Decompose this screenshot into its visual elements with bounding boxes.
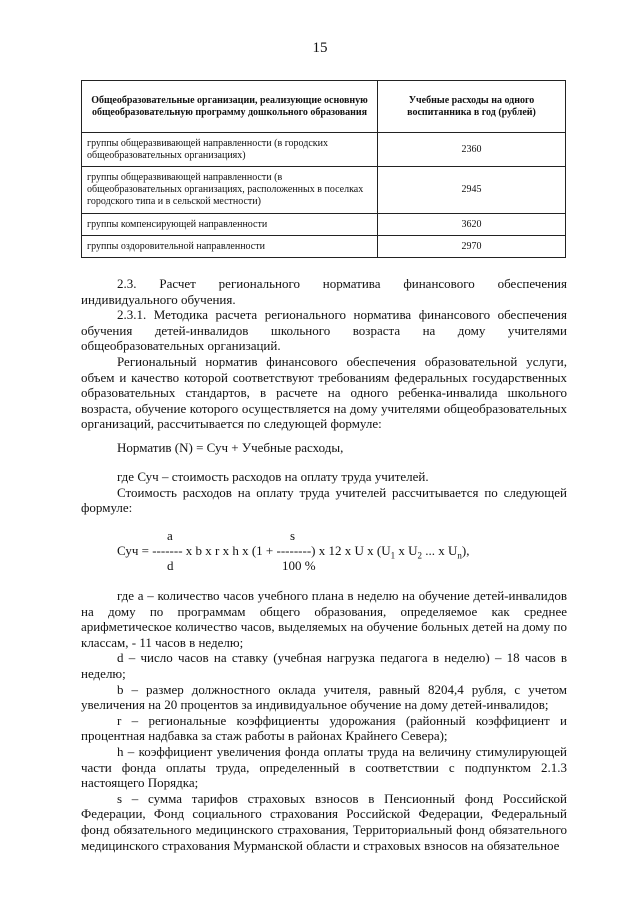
formula-end: ), — [461, 543, 470, 558]
formula-denominator-percent: 100 % — [282, 558, 316, 573]
formula-numerator-a: a — [167, 528, 173, 543]
formula-mid-1: х U — [395, 543, 418, 558]
cost-intro: Стоимость расходов на оплату труда учителей рассчитывается по следующей формуле: — [81, 484, 567, 516]
formula-sub-2: 2 — [417, 550, 422, 561]
formula-denominator-d: d — [167, 558, 174, 573]
definition-a: где a – количество часов учебного плана в неделю на обучение детей-инвалидов на дому по программам общего образования, определяемое как среднее арифметическое количество часов, выделяемых на обучение больных детей на дому по классам, - 11 часов в неделю; — [81, 588, 567, 650]
table-cell-label: группы общеразвивающей направленности (в общеобразовательных организациях, расположенных в поселках городского типа и в сельской местности) — [82, 167, 378, 214]
table-row — [82, 236, 566, 258]
page-number: 15 — [312, 40, 328, 56]
formula-sub-n: n — [457, 550, 462, 561]
table-cell-value: 2970 — [378, 236, 566, 258]
formula-norm: Норматив (N) = Суч + Учебные расходы, — [117, 440, 344, 455]
table-cell-value: 2945 — [378, 167, 566, 214]
section-text-top — [81, 276, 567, 432]
formula-numerator-s: s — [290, 528, 296, 543]
formula-main-left: Суч = ------- х b х r х h х (1 + --------) х 12 х U х (U — [117, 543, 391, 558]
definition-h: h – коэффициент увеличения фонда оплаты труда на величину стимулирующей части фонда оплаты труда, определенный в соответствии с подпунктом 2.1.3 настоящего Порядка; — [81, 743, 567, 791]
paragraph-regional-norm: Региональный норматив финансового обеспечения образовательной услуги, объем и качество которой соответствуют требованиям федеральных государственных образовательных стандартов, в расчете на одного ребенка-инвалида школьного возраста, обучение которого осуществляется на дому учителями общеобразовательных организаций, рассчитывается по следующей формуле: — [81, 353, 567, 432]
formula-main-line — [117, 543, 469, 559]
expenses-table — [81, 80, 566, 258]
definition-s: s – сумма тарифов страховых взносов в Пенсионный фонд Российской Федерации, Фонд социального страхования Российской Федерации, Федеральный фонд обязательного медицинского страхования, Территориальный фонд обязательного медицинского страхования Мурманской области и страховых взносов на обязательное — [81, 790, 567, 853]
table-row — [82, 133, 566, 167]
table-header-expenses: Учебные расходы на одного воспитанника в год (рублей) — [378, 81, 566, 133]
definition-r: r – региональные коэффициенты удорожания (районный коэффициент и процентная надбавка за стаж работы в районах Крайнего Севера); — [81, 712, 567, 744]
table-row — [82, 214, 566, 236]
table-row — [82, 167, 566, 214]
definitions — [81, 588, 567, 853]
cost-text — [81, 469, 567, 516]
table-cell-label: группы компенсирующей направленности — [82, 214, 378, 236]
formula-mid-2: ... х U — [421, 543, 458, 558]
where-such: где Суч – стоимость расходов на оплату труда учителей. — [117, 469, 429, 484]
definition-d: d – число часов на ставку (учебная нагрузка педагога в неделю) – 18 часов в неделю; — [81, 650, 567, 681]
section-2-3: 2.3. Расчет регионального норматива финансового обеспечения индивидуального обучения. — [81, 276, 567, 307]
table-cell-label: группы оздоровительной направленности — [82, 236, 378, 258]
formula-sub-1: 1 — [390, 550, 396, 561]
table-header-row — [82, 81, 566, 133]
table-header-organizations: Общеобразовательные организации, реализующие основную общеобразовательную программу дошкольного образования — [82, 81, 378, 133]
table-cell-label: группы общеразвивающей направленности (в городских общеобразовательных организациях) — [82, 133, 378, 167]
table-cell-value: 2360 — [378, 133, 566, 167]
definition-b: b – размер должностного оклада учителя, равный 8204,4 рубля, с учетом увеличения на 20 процентов за индивидуальное обучение на дому детей-инвалидов; — [81, 681, 567, 713]
section-2-3-1: 2.3.1. Методика расчета регионального норматива финансового обеспечения обучения детей-инвалидов школьного возраста на дому учителями общеобразовательных организаций. — [81, 307, 567, 354]
table-cell-value: 3620 — [378, 214, 566, 236]
